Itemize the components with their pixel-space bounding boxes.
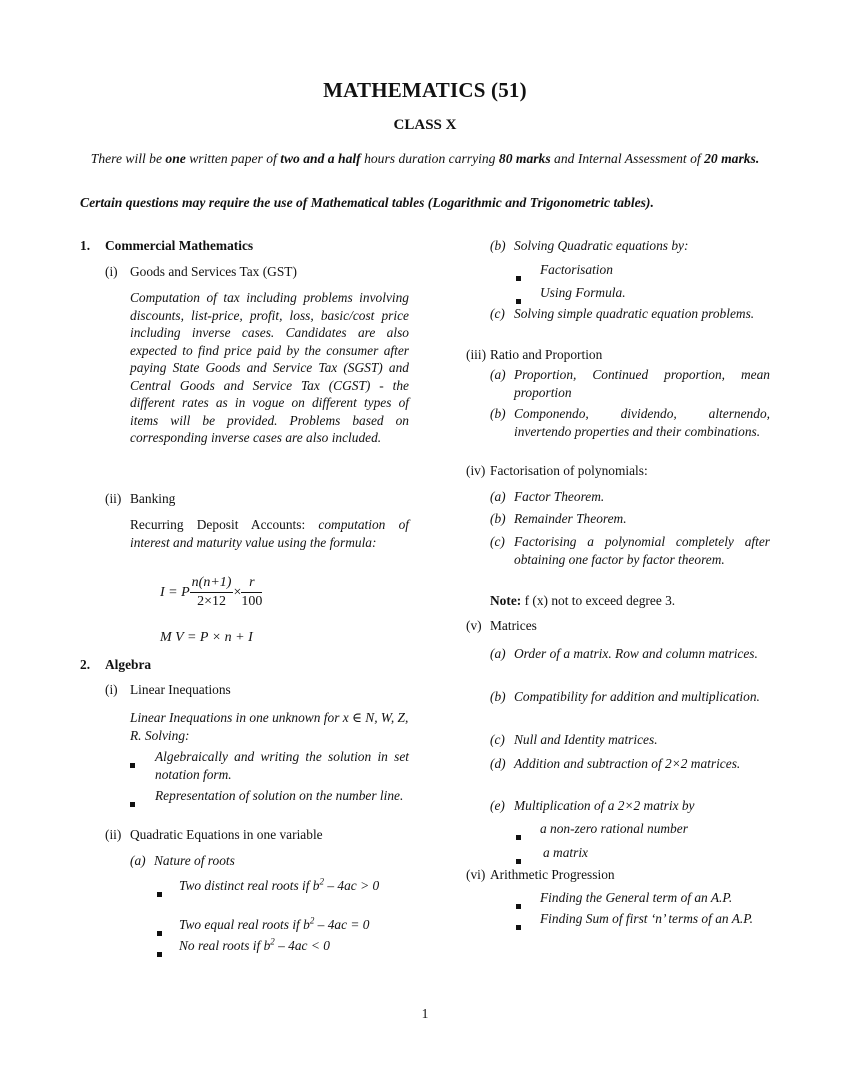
root-case-equal: Two equal real roots if $b^2 - 4ac = 0$ [179,915,370,932]
section-2-title: Algebra [105,657,152,672]
section-2-number: 2. [80,657,91,672]
linear-inequations-title: Linear Inequations [130,682,231,697]
mat-c-number: (c) [490,732,505,747]
root-case-distinct: Two distinct real roots if $b^2 - 4ac > 0$ [179,876,380,893]
fact-a-text: Factor Theorem. [514,489,605,504]
section-1-number: 1. [80,238,91,253]
method-factorisation: Factorisation [540,262,613,277]
quadratic-title: Quadratic Equations in one variable [130,827,323,842]
bullet-icon [516,268,521,286]
linear-inequations-desc: Linear Inequations in one unknown for x ∈ N, W, Z, R. Solving: [130,710,409,743]
nature-of-roots-number: (a) [130,853,146,868]
nature-of-roots-title: Nature of roots [154,853,235,868]
mat-e-number: (e) [490,798,505,813]
mat-e-item-2: a matrix [543,845,589,860]
mat-e-text: Multiplication of a 2×2 matrix by [514,798,695,813]
bullet-icon [130,794,135,812]
tables-note: Certain questions may require the use of Mathematical tables (Logarithmic and Trigonometric tables). [80,195,654,210]
ratio-b-text: Componendo, dividendo, alternendo, invertendo properties and their combinations. [514,406,770,439]
interest-formula: I = P $\frac{n(n+1)}{2\times 12}$ × $\frac{r}{100}$ [160,575,263,609]
ratio-b-number: (b) [490,406,506,421]
matrices-number: (v) [466,618,482,633]
fact-c-number: (c) [490,534,505,549]
bullet-icon [157,923,162,941]
quadratic-number: (ii) [105,827,122,842]
ap-item-2: Finding Sum of first ‘n’ terms of an A.P. [540,911,754,926]
mat-a-number: (a) [490,646,506,661]
mat-c-text: Null and Identity matrices. [514,732,658,747]
solving-quadratic-title: Solving Quadratic equations by: [514,238,689,253]
fact-b-number: (b) [490,511,506,526]
solving-quadratic-number: (b) [490,238,506,253]
banking-number: (ii) [105,491,122,506]
bullet-icon [516,917,521,935]
mat-d-number: (d) [490,756,506,771]
mat-b-number: (b) [490,689,506,704]
bullet-icon [516,896,521,914]
mat-d-text: Addition and subtraction of 2×2 matrices. [514,756,741,771]
ratio-a-number: (a) [490,367,506,382]
bullet-icon [157,884,162,902]
linear-bullet-2: Representation of solution on the number line. [155,788,404,803]
banking-title: Banking [130,491,176,506]
quadratic-problems-number: (c) [490,306,505,321]
fact-c-text: Factorising a polynomial completely after obtaining one factor by factor theorem. [514,534,770,567]
bullet-icon [130,755,135,773]
root-case-none: No real roots if $b^2 - 4ac < 0$ [179,936,330,953]
fact-b-text: Remainder Theorem. [514,511,627,526]
bullet-icon [516,827,521,845]
ratio-a-text: Proportion, Continued proportion, mean proportion [514,367,770,400]
mat-b-text: Compatibility for addition and multiplication. [514,689,760,704]
bullet-icon [157,944,162,962]
linear-bullet-1: Algebraically and writing the solution in set notation form. [155,749,409,782]
section-1-title: Commercial Mathematics [105,238,254,253]
exam-intro: There will be one written paper of two and a half hours duration carrying 80 marks and Internal Assessment of 20 marks. [90,151,760,166]
method-formula: Using Formula. [540,285,626,300]
ratio-title: Ratio and Proportion [490,347,603,362]
gst-title: Goods and Services Tax (GST) [130,264,297,279]
gst-description: Computation of tax including problems involving discounts, list-price, profit, loss, basic/cost price including inverse cases. Candidates are also expected to find price paid by the consumer after paying State Goods and Service Tax (SGST) and Central Goods and Service Tax (CGST) - the different rates as in vogue on different types of items will be provided. Problems based on corresponding inverse cases are also included. [130,290,409,445]
factorisation-number: (iv) [466,463,486,478]
recurring-deposit-text: Recurring Deposit Accounts: computation of interest and maturity value using the formula: [130,517,410,550]
matrices-title: Matrices [490,618,537,633]
ap-title: Arithmetic Progression [490,867,615,882]
page-title: MATHEMATICS (51) [323,78,527,102]
linear-inequations-number: (i) [105,682,118,697]
quadratic-problems-text: Solving simple quadratic equation problems. [514,306,755,321]
fact-a-number: (a) [490,489,506,504]
mat-a-text: Order of a matrix. Row and column matrices. [514,646,758,661]
gst-number: (i) [105,264,118,279]
maturity-value-formula: M V = P × n + I [160,630,253,645]
ap-number: (vi) [466,867,486,882]
ratio-number: (iii) [466,347,487,362]
ap-item-1: Finding the General term of an A.P. [540,890,733,905]
factorisation-title: Factorisation of polynomials: [490,463,648,478]
mat-e-item-1: a non-zero rational number [540,821,688,836]
page-number: 1 [421,1006,429,1021]
page-subtitle: CLASS X [393,117,457,133]
fact-note: Note: f (x) not to exceed degree 3. [490,593,676,608]
